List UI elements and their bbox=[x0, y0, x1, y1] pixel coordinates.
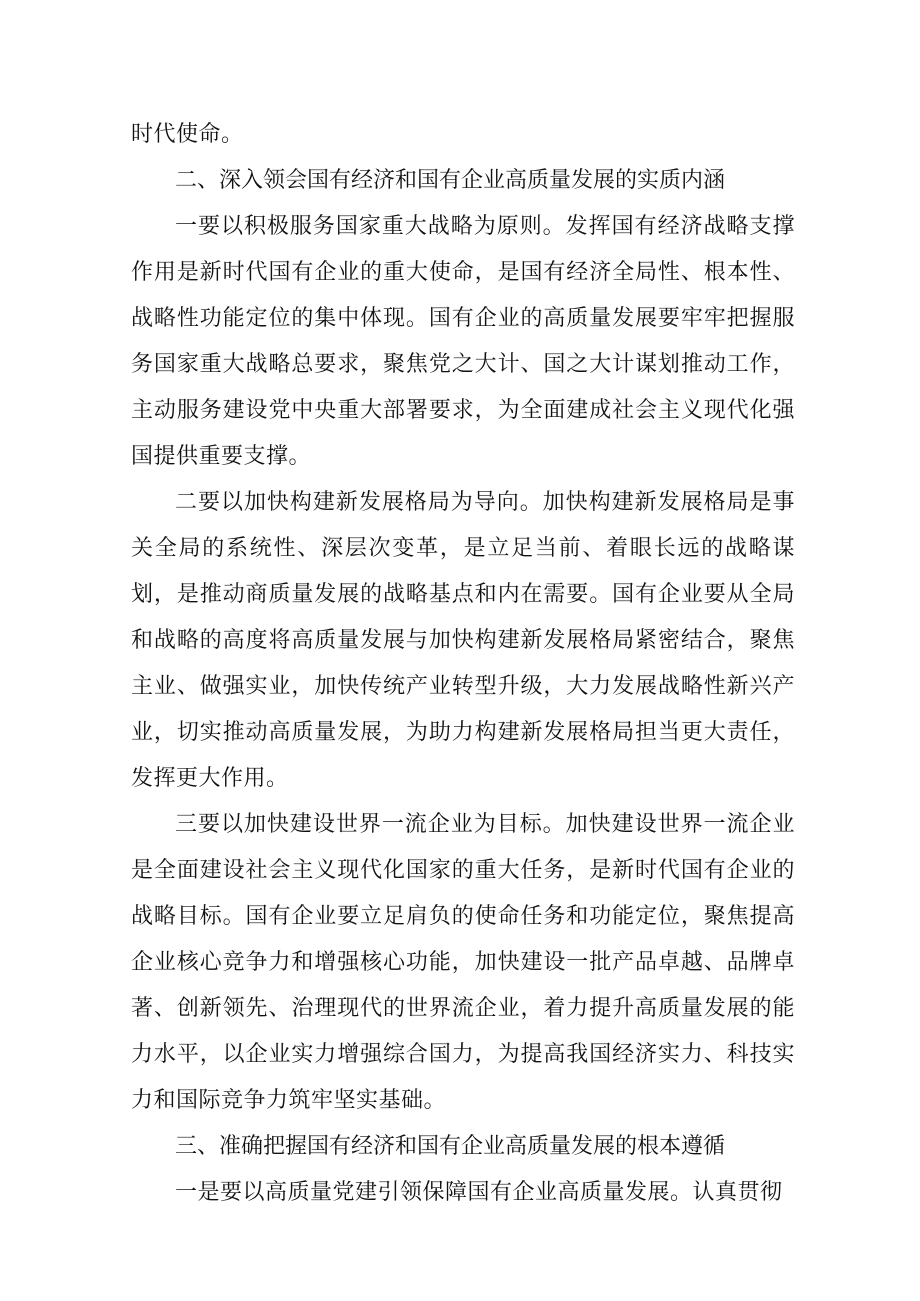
document-body bbox=[131, 112, 795, 1216]
section-heading-3: 三、准确把握国有经济和国有企业高质量发展的根本遵循 bbox=[175, 1134, 726, 1159]
paragraph-continuation: 时代使命。 bbox=[131, 122, 244, 147]
paragraph-party-building: 一是要以高质量党建引领保障国有企业高质量发展。认真贯彻 bbox=[175, 1180, 783, 1205]
paragraph-world-class-enterprise: 三要以加快建设世界一流企业为目标。加快建设世界一流企业是全面建设社会主义现代化国家的重大任务，是新时代国有企业的战略目标。国有企业要立足肩负的使命任务和功能定位，聚焦提高企业核心竞争力和增强核心功能，加快建设一批产品卓越、品牌卓著、创新领先、治理现代的世界流企业，着力提升高质量发展的能力水平，以企业实力增强综合国力，为提高我国经济实力、科技实力和国际竞争力筑牢坚实基础。 bbox=[131, 812, 795, 1113]
section-heading-2: 二、深入领会国有经济和国有企业高质量发展的实质内涵 bbox=[175, 168, 726, 193]
paragraph-strategy-principle: 一要以积极服务国家重大战略为原则。发挥国有经济战略支撑作用是新时代国有企业的重大使命，是国有经济全局性、根本性、战略性功能定位的集中体现。国有企业的高质量发展要牢牢把握服务国家重大战略总要求，聚焦党之大计、国之大计谋划推动工作，主动服务建设党中央重大部署要求，为全面建成社会主义现代化强国提供重要支撑。 bbox=[131, 214, 795, 469]
paragraph-development-pattern: 二要以加快构建新发展格局为导向。加快构建新发展格局是事关全局的系统性、深层次变革，是立足当前、着眼长远的战略谋划，是推动商质量发展的战略基点和内在需要。国有企业要从全局和战略的高度将高质量发展与加快构建新发展格局紧密结合，聚焦主业、做强实业，加快传统产业转型升级，大力发展战略性新兴产业，切实推动高质量发展，为助力构建新发展格局担当更大责任，发挥更大作用。 bbox=[131, 490, 795, 791]
